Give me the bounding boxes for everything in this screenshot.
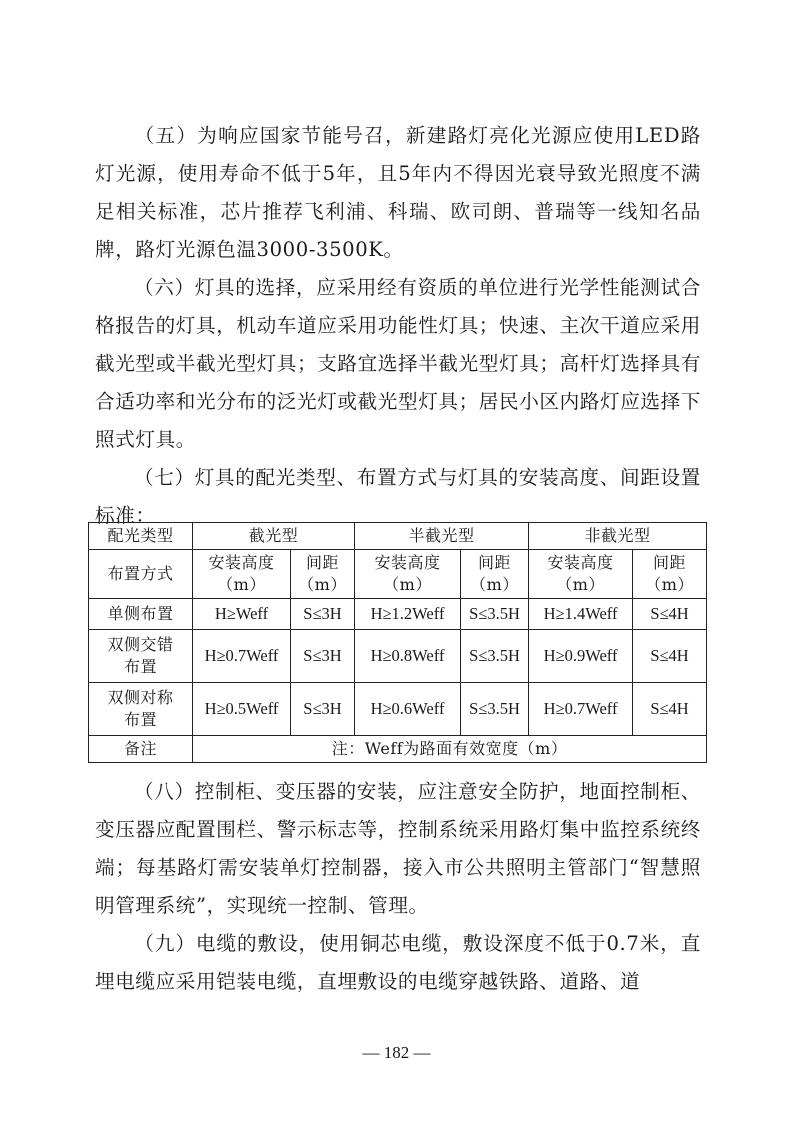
- paragraph-5: [95, 117, 701, 269]
- paragraph-8: [95, 773, 701, 925]
- table-cell: S≤3H: [291, 630, 355, 683]
- table-subheader-row: [89, 550, 707, 599]
- table-subheader-cell: 间距（m）: [291, 550, 355, 599]
- table-cell: S≤3.5H: [461, 683, 529, 736]
- table-subheader-cell: 间距（m）: [633, 550, 707, 599]
- table-header-row: [89, 523, 707, 550]
- table-note-label: 备注: [89, 736, 193, 763]
- paragraph-6: [95, 269, 701, 459]
- table-subheader-cell: 安装高度（m）: [529, 550, 633, 599]
- page-number: — 182 —: [362, 1043, 431, 1062]
- table-cell: H≥0.9Weff: [529, 630, 633, 683]
- table-row-label: 双侧对称布置: [89, 683, 193, 736]
- table-row-label: 双侧交错布置: [89, 630, 193, 683]
- table-cell: S≤4H: [633, 630, 707, 683]
- table-cell: H≥0.8Weff: [355, 630, 461, 683]
- table-subheader-cell: 安装高度（m）: [355, 550, 461, 599]
- paragraph-6-text: （六）灯具的选择，应采用经有资质的单位进行光学性能测试合格报告的灯具，机动车道应采用功能性灯具；快速、主次干道应采用截光型或半截光型灯具；支路宜选择半截光型灯具；高杆灯选择具有合适功率和光分布的泛光灯或截光型灯具；居民小区内路灯应选择下照式灯具。: [95, 276, 701, 451]
- paragraph-8-text: （八）控制柜、变压器的安装，应注意安全防护，地面控制柜、变压器应配置围栏、警示标志等，控制系统采用路灯集中监控系统终端；每基路灯需安装单灯控制器，接入市公共照明主管部门“智慧照明管理系统”，实现统一控制、管理。: [95, 780, 701, 917]
- table-note-text: 注：Weff为路面有效宽度（m）: [193, 736, 707, 763]
- paragraph-7-text: （七）灯具的配光类型、布置方式与灯具的安装高度、间距设置标准：: [95, 466, 701, 527]
- table-cell: S≤4H: [633, 599, 707, 630]
- paragraph-9: [95, 925, 701, 1001]
- table-row-label: 单侧布置: [89, 599, 193, 630]
- table-note-row: [89, 736, 707, 763]
- table-cell: H≥1.2Weff: [355, 599, 461, 630]
- table-cell: H≥0.7Weff: [193, 630, 291, 683]
- paragraph-9-text: （九）电缆的敷设，使用铜芯电缆，敷设深度不低于0.7米，直埋电缆应采用铠装电缆，直埋敷设的电缆穿越铁路、道路、道: [95, 932, 701, 993]
- table-group-header: 非截光型: [529, 523, 707, 550]
- table-cell: S≤3.5H: [461, 599, 529, 630]
- table-cell: H≥0.7Weff: [529, 683, 633, 736]
- table-row: [89, 630, 707, 683]
- table-cell: H≥1.4Weff: [529, 599, 633, 630]
- table-cell: S≤3H: [291, 599, 355, 630]
- table-row: [89, 599, 707, 630]
- table-cell: H≥0.6Weff: [355, 683, 461, 736]
- paragraph-5-text: （五）为响应国家节能号召，新建路灯亮化光源应使用LED路灯光源，使用寿命不低于5年，且5年内不得因光衰导致光照度不满足相关标准，芯片推荐飞利浦、科瑞、欧司朗、普瑞等一线知名品牌，路灯光源色温3000-3500K。: [95, 124, 701, 261]
- lighting-spec-table: [88, 522, 707, 763]
- table-subheader-cell: 安装高度（m）: [193, 550, 291, 599]
- table-row-header-label: 布置方式: [89, 550, 193, 599]
- table-cell: S≤3H: [291, 683, 355, 736]
- table-cell: S≤3.5H: [461, 630, 529, 683]
- table-cell: H≥0.5Weff: [193, 683, 291, 736]
- table-subheader-cell: 间距（m）: [461, 550, 529, 599]
- table-corner-cell: 配光类型: [89, 523, 193, 550]
- table-cell: S≤4H: [633, 683, 707, 736]
- table-group-header: 截光型: [193, 523, 355, 550]
- table-group-header: 半截光型: [355, 523, 529, 550]
- table-row: [89, 683, 707, 736]
- table-cell: H≥Weff: [193, 599, 291, 630]
